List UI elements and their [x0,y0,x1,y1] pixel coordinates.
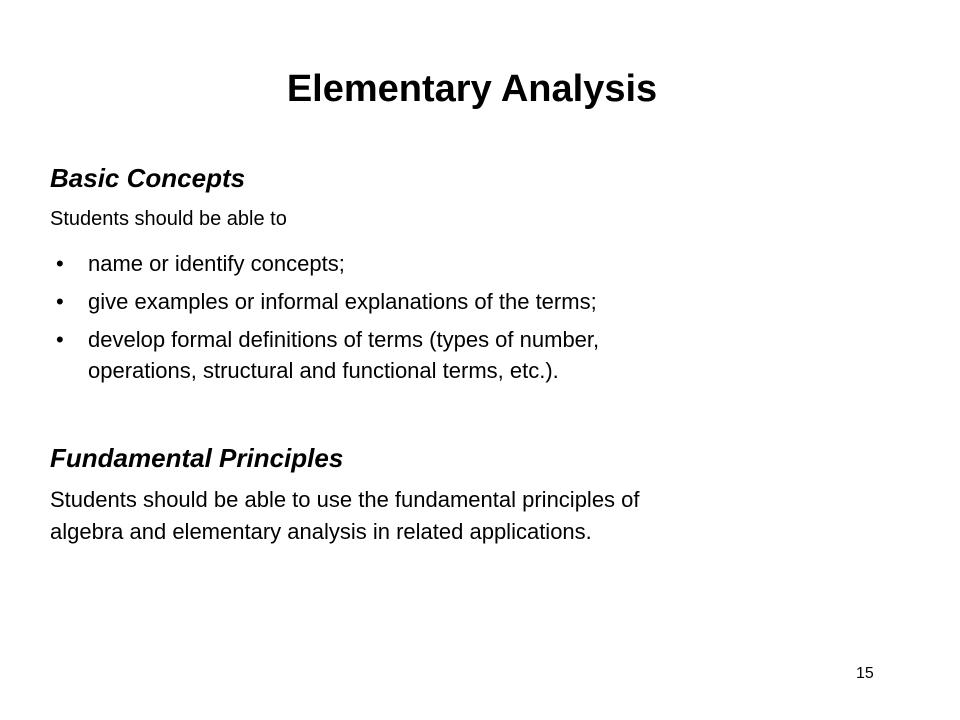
section-heading-basic-concepts: Basic Concepts [50,163,246,193]
bullet-text-line-2: operations, structural and functional terms, etc.). [88,358,559,383]
bullet-item [50,286,910,317]
bullet-text: name or identify concepts; [88,251,345,276]
bullet-text: give examples or informal explanations of the terms; [88,289,597,314]
paragraph-line-2: algebra and elementary analysis in related applications. [50,519,592,544]
page-number: 15 [856,665,874,682]
section-heading-fundamental-principles: Fundamental Principles [50,443,344,473]
section-paragraph [50,484,930,548]
bullet-marker: • [56,327,64,352]
bullet-list [50,248,910,393]
bullet-text-line-1: develop formal definitions of terms (types of number, [88,327,600,352]
section-intro: Students should be able to [50,208,287,230]
bullet-marker: • [56,289,64,314]
bullet-item [50,248,910,279]
bullet-item [50,324,910,386]
bullet-marker: • [56,251,64,276]
slide-title: Elementary Analysis [286,68,658,110]
paragraph-line-1: Students should be able to use the fundamental principles of [50,487,640,512]
